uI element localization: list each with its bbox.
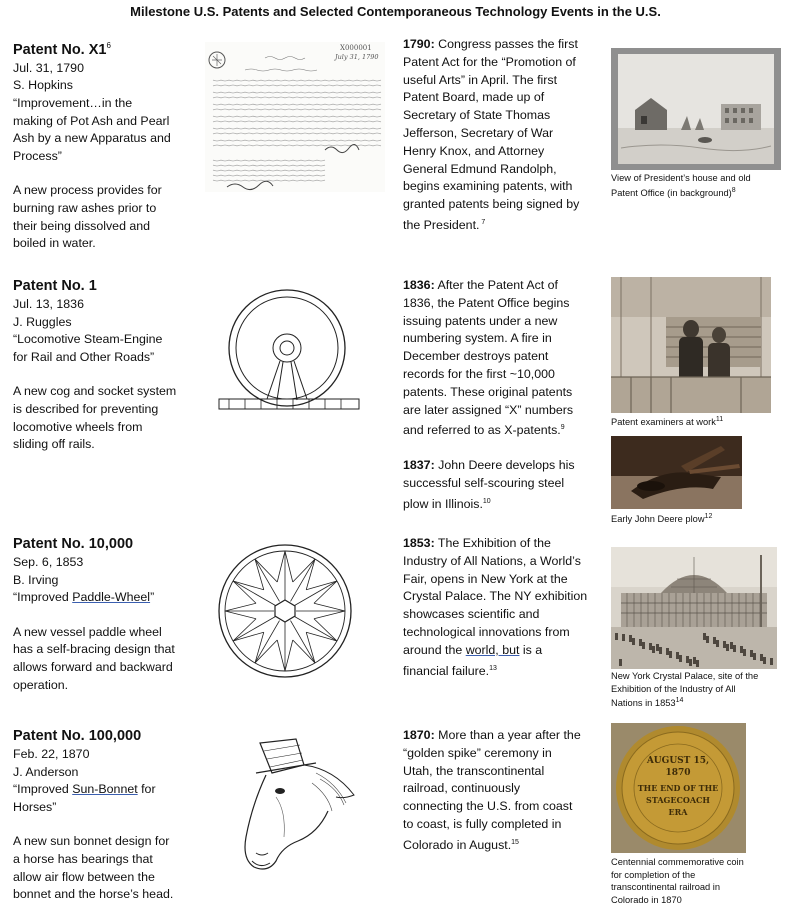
document-stamp-number: X000001 <box>340 44 372 52</box>
crystal-palace-photo <box>611 547 777 669</box>
patent-inventor: S. Hopkins <box>13 78 73 93</box>
photo-caption: View of President’s house and old Patent Office (in background)$^8$ <box>611 173 751 198</box>
patent-number: Patent No. 10,000 <box>13 536 134 552</box>
event-1837: 1837: John Deere develops his successful self-scouring steel plow in Illinois.$^{10}$ <box>403 458 575 512</box>
coin-line2: STAGECOACH <box>646 795 710 805</box>
patent-date: Jul. 31, 1790 <box>13 60 84 75</box>
patent-date: Feb. 22, 1870 <box>13 747 90 761</box>
patent-title: “Improved Paddle-Wheel” <box>13 590 155 605</box>
patent-number: Patent No. $X1^6$ <box>13 41 111 58</box>
patent-description: A new sun bonnet design for a horse has bearings that allow air flow between the bonnet and the horse’s head. <box>13 834 174 902</box>
photo-caption: Centennial commemorative coin for completion of the transcontinental railroad in Colorado in 1870 <box>611 857 744 905</box>
photo-caption: New York Crystal Palace, site of the Exhibition of the Industry of All Nations in 1853$^{14}$ <box>611 671 759 709</box>
event-1870: 1870: More than a year after the “golden spike” ceremony in Utah, the transcontinental railroad, continuously connecting the U.S. from coast to coast, is fully completed in Colorado in August.$^{15}$ <box>403 728 581 852</box>
patent-info <box>13 727 198 904</box>
horse-sun-bonnet-drawing <box>220 733 370 883</box>
event-1790: 1790: Congress passes the first Patent Act for the “Promotion of useful Arts” in April. The first Patent Board, made up of Secretary of State Thomas Jefferson, Secretary of War Henry Knox, and Attorney General Edmund Randolph, begins examining patents, with granted patents being signed by the President. $^7$ <box>403 37 580 233</box>
patent-description: A new cog and socket system is described for preventing locomotive wheels from sliding off rails. <box>13 384 177 452</box>
patent-number: Patent No. 100,000 <box>13 728 142 744</box>
patent-info <box>13 277 198 454</box>
patent-title: “Improved Sun-Bonnet for Horses” <box>13 782 156 814</box>
coin-date: AUGUST 15, <box>646 756 710 766</box>
event-1836: 1836: After the Patent Act of 1836, the Patent Office begins issuing patents under a new numbering system. A fire in December destroys patent records for the first ~10,000 patents. These original patents are later assigned “X” numbers and referred to as X-patents.$^9$ 1837: John Deere develops his successful self-scouring steel plow in Illinois.$^{10}$ <box>403 277 603 514</box>
paddle-wheel-drawing <box>213 539 357 683</box>
page-title: Milestone U.S. Patents and Selected Contemporaneous Technology Events in the U.S. <box>130 4 661 19</box>
patent-document-image <box>205 42 385 192</box>
coin-line1: THE END OF THE <box>637 783 719 793</box>
patent-description: A new process provides for burning raw ashes prior to their being dissolved and boiled in water. <box>13 183 162 251</box>
coin-year: 1870 <box>665 768 691 778</box>
patent-inventor: J. Anderson <box>13 764 79 779</box>
photo-caption: Patent examiners at work$^{11}$ <box>611 416 724 428</box>
patent-date: Jul. 13, 1836 <box>13 297 84 311</box>
photo-caption: Early John Deere plow$^{12}$ <box>611 513 713 525</box>
commemorative-coin-photo <box>611 723 746 853</box>
patent-inventor: B. Irving <box>13 572 59 587</box>
patent-date: Sep. 6, 1853 <box>13 555 84 569</box>
patent-number: Patent No. 1 <box>13 278 97 294</box>
coin-line3: ERA <box>668 807 688 817</box>
patent-inventor: J. Ruggles <box>13 314 72 329</box>
document-stamp-date: July 31, 1790 <box>335 53 379 61</box>
patent-description: A new vessel paddle wheel has a self-bracing design that allows forward and backward operation. <box>13 624 175 692</box>
event-1853: 1853: The Exhibition of the Industry of All Nations, a World’s Fair, opens in New York at the Crystal Palace. The NY exhibition showcases scientific and technological innovations from around the world, but is a financial failure.$^{13}$ <box>403 536 588 678</box>
john-deere-plow-photo <box>611 436 742 509</box>
patent-info <box>13 36 198 253</box>
locomotive-wheel-drawing <box>215 283 365 423</box>
patent-examiners-photo <box>611 277 771 413</box>
president-house-photo <box>611 48 781 170</box>
patent-info <box>13 535 198 694</box>
patent-title: “Improvement…in the making of Pot Ash and Pearl Ash by a new Apparatus and Process” <box>13 96 171 163</box>
patent-title: “Locomotive Steam-Engine for Rail and Other Roads” <box>13 332 163 364</box>
